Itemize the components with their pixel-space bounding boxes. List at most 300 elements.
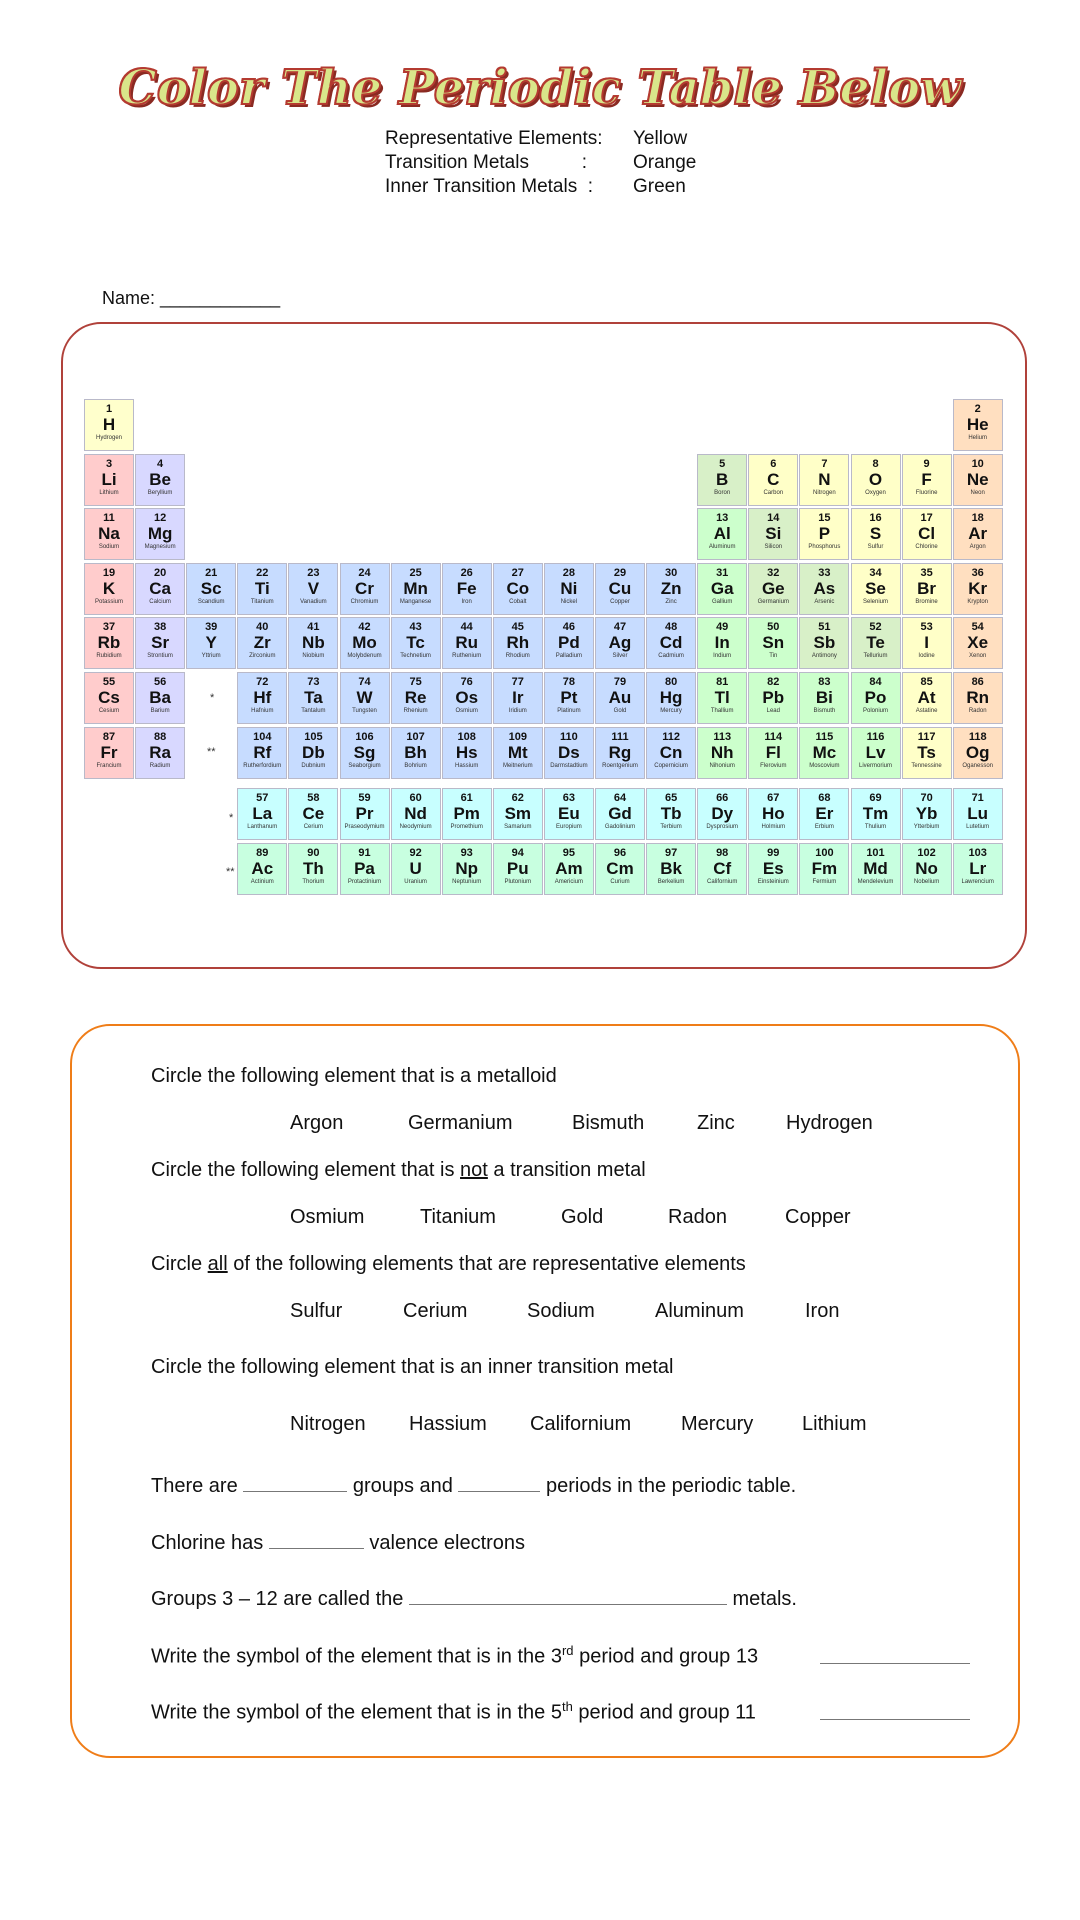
atomic-number: 92 xyxy=(409,846,422,859)
element-symbol: Cm xyxy=(606,858,634,878)
question-text: metals. xyxy=(726,1588,797,1610)
legend-value: Yellow xyxy=(633,128,688,149)
atomic-number: 90 xyxy=(307,846,320,859)
element-name: Erbium xyxy=(814,824,834,830)
element-symbol: Mo xyxy=(352,633,377,653)
element-symbol: Nh xyxy=(710,742,734,762)
element-name: Fermium xyxy=(812,878,837,885)
option-copper[interactable]: Copper xyxy=(785,1206,851,1228)
element-cell-gadolinium[interactable] xyxy=(595,788,645,840)
element-cell-krypton[interactable] xyxy=(953,563,1003,615)
question-chlorine-valence xyxy=(151,1531,525,1555)
option-mercury[interactable]: Mercury xyxy=(681,1413,754,1435)
answer-line-period3[interactable] xyxy=(820,1663,970,1664)
element-cell-holmium[interactable] xyxy=(748,788,798,840)
element-cell-arsenic[interactable] xyxy=(799,563,849,615)
element-cell-thulium[interactable] xyxy=(851,788,901,840)
atomic-number: 25 xyxy=(409,566,422,579)
element-cell-calcium[interactable] xyxy=(135,563,185,615)
element-cell-neodymium[interactable] xyxy=(391,788,441,840)
atomic-number: 74 xyxy=(358,676,371,688)
atomic-number: 43 xyxy=(409,621,422,634)
element-cell-berkelium[interactable] xyxy=(646,843,696,895)
atomic-number: 112 xyxy=(662,730,680,743)
element-cell-tin[interactable] xyxy=(748,617,798,669)
element-symbol: Sr xyxy=(151,633,170,653)
element-cell-meitnerium[interactable] xyxy=(493,727,543,779)
question-text: Write the symbol of the element that is in the 5 xyxy=(151,1701,562,1724)
element-cell-yttrium[interactable] xyxy=(186,617,236,669)
element-cell-boron[interactable] xyxy=(697,454,747,506)
atomic-number: 36 xyxy=(971,566,984,579)
element-cell-hydrogen[interactable] xyxy=(84,399,134,451)
atomic-number: 16 xyxy=(869,512,882,525)
element-symbol: Zr xyxy=(253,633,271,653)
question-text: Circle the following element that is xyxy=(151,1159,461,1181)
element-cell-dysprosium[interactable] xyxy=(697,788,747,840)
option-germanium[interactable]: Germanium xyxy=(408,1112,513,1134)
atomic-number: 114 xyxy=(764,730,783,743)
element-cell-ruthenium[interactable] xyxy=(442,617,492,669)
element-cell-indium[interactable] xyxy=(697,617,747,669)
element-cell-dubnium[interactable] xyxy=(288,727,338,779)
element-cell-americium[interactable] xyxy=(544,843,594,895)
element-name: Thallium xyxy=(710,708,734,714)
element-cell-polonium[interactable] xyxy=(851,672,901,724)
element-name: Zirconium xyxy=(249,653,276,660)
answer-line-period5[interactable] xyxy=(820,1719,970,1720)
element-symbol: Fl xyxy=(765,742,781,762)
element-name: Radon xyxy=(968,708,987,714)
element-cell-fermium[interactable] xyxy=(799,843,849,895)
element-symbol: W xyxy=(356,688,373,707)
element-cell-tantalum[interactable] xyxy=(288,672,338,724)
element-cell-iodine[interactable] xyxy=(902,617,952,669)
atomic-number: 49 xyxy=(716,621,729,634)
element-cell-lutetium[interactable] xyxy=(953,788,1003,840)
element-cell-lanthanum[interactable] xyxy=(237,788,287,840)
element-symbol: Pd xyxy=(558,633,580,653)
element-name: Carbon xyxy=(763,489,784,496)
element-cell-rhenium[interactable] xyxy=(391,672,441,724)
element-cell-gold[interactable] xyxy=(595,672,645,724)
element-cell-rutherfordium[interactable] xyxy=(237,727,287,779)
question-metalloid: Circle the following element that is a metalloid xyxy=(151,1065,557,1087)
element-cell-copper[interactable] xyxy=(595,563,645,615)
element-cell-cobalt[interactable] xyxy=(493,563,543,615)
element-name: Lithium xyxy=(99,489,119,496)
element-cell-beryllium[interactable] xyxy=(135,454,185,506)
element-symbol: Bh xyxy=(404,742,427,762)
element-name: Aluminum xyxy=(708,544,736,551)
element-cell-bohrium[interactable] xyxy=(391,727,441,779)
element-symbol: Cf xyxy=(713,858,732,878)
option-cerium[interactable]: Cerium xyxy=(403,1300,468,1322)
element-cell-titanium[interactable] xyxy=(237,563,287,615)
element-name: Flerovium xyxy=(760,762,787,769)
element-cell-manganese[interactable] xyxy=(391,563,441,615)
element-symbol: Md xyxy=(863,858,888,878)
atomic-number: 101 xyxy=(866,846,885,859)
element-cell-platinum[interactable] xyxy=(544,672,594,724)
element-name: Iodine xyxy=(918,653,935,660)
element-name: Helium xyxy=(968,435,988,441)
atomic-number: 76 xyxy=(460,676,473,688)
option-lithium[interactable]: Lithium xyxy=(802,1413,867,1435)
element-cell-potassium[interactable] xyxy=(84,563,134,615)
element-symbol: Ts xyxy=(917,742,936,762)
element-cell-neon[interactable] xyxy=(953,454,1003,506)
element-name: Nitrogen xyxy=(813,489,836,496)
option-nitrogen[interactable]: Nitrogen xyxy=(290,1413,366,1435)
question-text: Write the symbol of the element that is in the 3 xyxy=(151,1645,562,1668)
atomic-number: 38 xyxy=(153,621,167,634)
atomic-number: 108 xyxy=(457,730,476,743)
element-cell-thorium[interactable] xyxy=(288,843,338,895)
element-symbol: Pm xyxy=(453,804,480,823)
element-cell-moscovium[interactable] xyxy=(799,727,849,779)
element-name: Curium xyxy=(610,878,630,885)
legend-key: Inner Transition Metals : xyxy=(385,176,594,197)
atomic-number: 21 xyxy=(205,566,218,579)
element-name: Mercury xyxy=(660,708,682,714)
option-hydrogen[interactable]: Hydrogen xyxy=(786,1112,873,1134)
element-cell-seaborgium[interactable] xyxy=(340,727,390,779)
element-cell-antimony[interactable] xyxy=(799,617,849,669)
question-period5-group11 xyxy=(151,1699,756,1725)
element-cell-osmium[interactable] xyxy=(442,672,492,724)
element-name: Boron xyxy=(714,489,731,496)
element-cell-actinium[interactable] xyxy=(237,843,287,895)
option-zinc[interactable]: Zinc xyxy=(697,1112,735,1134)
element-symbol: Ga xyxy=(710,578,734,598)
element-cell-erbium[interactable] xyxy=(799,788,849,840)
element-cell-nihonium[interactable] xyxy=(697,727,747,779)
element-cell-europium[interactable] xyxy=(544,788,594,840)
element-name: Platinum xyxy=(557,708,581,714)
element-cell-hassium[interactable] xyxy=(442,727,492,779)
periods-blank[interactable] xyxy=(458,1474,540,1492)
atomic-number: 118 xyxy=(968,730,987,743)
option-californium[interactable]: Californium xyxy=(530,1413,632,1435)
element-cell-silicon[interactable] xyxy=(748,508,798,560)
element-name: Iron xyxy=(461,598,472,605)
element-cell-lawrencium[interactable] xyxy=(953,843,1003,895)
element-symbol: Au xyxy=(608,688,632,707)
element-cell-plutonium[interactable] xyxy=(493,843,543,895)
element-cell-sodium[interactable] xyxy=(84,508,134,560)
element-name: Livermorium xyxy=(858,762,892,769)
element-cell-helium[interactable] xyxy=(953,399,1003,451)
atomic-number: 60 xyxy=(409,792,422,804)
element-symbol: Rg xyxy=(608,742,632,762)
element-cell-nitrogen[interactable] xyxy=(799,454,849,506)
element-name: Chromium xyxy=(350,598,379,605)
element-cell-chromium[interactable] xyxy=(340,563,390,615)
element-cell-silver[interactable] xyxy=(595,617,645,669)
element-cell-aluminum[interactable] xyxy=(697,508,747,560)
option-sulfur[interactable]: Sulfur xyxy=(290,1300,343,1322)
atomic-number: 73 xyxy=(307,676,320,688)
element-name: Iridium xyxy=(508,708,527,714)
element-symbol: Se xyxy=(865,578,886,598)
element-symbol: Sg xyxy=(353,742,376,762)
atomic-number: 104 xyxy=(253,730,272,743)
atomic-number: 8 xyxy=(872,457,879,470)
question-not-transition xyxy=(151,1159,646,1182)
element-cell-molybdenum[interactable] xyxy=(340,617,390,669)
option-titanium[interactable]: Titanium xyxy=(420,1206,496,1228)
question-text: a transition metal xyxy=(487,1159,646,1181)
atomic-number: 99 xyxy=(767,846,780,859)
option-argon[interactable]: Argon xyxy=(290,1112,344,1134)
element-symbol: Eu xyxy=(558,804,580,823)
element-symbol: Tm xyxy=(862,804,889,823)
lanthanide-marker: * xyxy=(210,692,215,704)
element-name: Arsenic xyxy=(814,598,835,605)
element-symbol: Li xyxy=(101,469,117,489)
legend-key: Representative Elements: xyxy=(385,128,603,149)
element-cell-bromine[interactable] xyxy=(902,563,952,615)
element-symbol: No xyxy=(915,858,938,878)
element-cell-germanium[interactable] xyxy=(748,563,798,615)
element-name: Osmium xyxy=(455,708,478,714)
element-symbol: Ca xyxy=(149,578,171,598)
element-cell-carbon[interactable] xyxy=(748,454,798,506)
element-cell-protactinium[interactable] xyxy=(340,843,390,895)
element-cell-iridium[interactable] xyxy=(493,672,543,724)
element-cell-magnesium[interactable] xyxy=(135,508,185,560)
atomic-number: 18 xyxy=(971,512,984,525)
element-cell-nickel[interactable] xyxy=(544,563,594,615)
element-cell-gallium[interactable] xyxy=(697,563,747,615)
element-symbol: Sm xyxy=(504,804,532,823)
element-name: Calcium xyxy=(149,598,171,605)
element-symbol: Co xyxy=(506,578,530,598)
element-cell-copernicium[interactable] xyxy=(646,727,696,779)
valence-blank[interactable] xyxy=(269,1531,364,1549)
element-name: Sulfur xyxy=(867,544,884,551)
worksheet-title: Color The Periodic Table Below xyxy=(118,60,962,116)
atomic-number: 84 xyxy=(869,676,882,688)
element-name: Neon xyxy=(970,489,985,496)
element-cell-barium[interactable] xyxy=(135,672,185,724)
element-name: Zinc xyxy=(665,598,677,605)
element-cell-zirconium[interactable] xyxy=(237,617,287,669)
element-symbol: Tc xyxy=(406,633,425,653)
element-symbol: Pu xyxy=(506,858,529,878)
atomic-number: 110 xyxy=(560,730,578,743)
atomic-number: 100 xyxy=(815,846,834,859)
element-name: Germanium xyxy=(757,598,789,605)
element-cell-terbium[interactable] xyxy=(646,788,696,840)
element-cell-darmstadtium[interactable] xyxy=(544,727,594,779)
atomic-number: 113 xyxy=(713,730,732,743)
actinide-marker: ** xyxy=(207,746,216,758)
element-symbol: Pr xyxy=(355,804,374,823)
element-name: Californium xyxy=(707,878,738,885)
element-cell-argon[interactable] xyxy=(953,508,1003,560)
element-name: Neodymium xyxy=(399,824,432,830)
element-cell-tennessine[interactable] xyxy=(902,727,952,779)
option-radon[interactable]: Radon xyxy=(668,1206,727,1228)
name-field[interactable]: Name: ____________ xyxy=(102,288,281,308)
element-cell-strontium[interactable] xyxy=(135,617,185,669)
element-name: Copernicium xyxy=(654,762,688,769)
metals-blank[interactable] xyxy=(409,1587,727,1605)
element-name: Titanium xyxy=(250,598,274,605)
element-cell-selenium[interactable] xyxy=(851,563,901,615)
element-name: Lawrencium xyxy=(961,878,994,885)
element-symbol: I xyxy=(924,633,929,653)
option-iron[interactable]: Iron xyxy=(805,1300,840,1322)
element-symbol: Nd xyxy=(404,804,427,823)
element-symbol: La xyxy=(252,804,273,823)
atomic-number: 40 xyxy=(256,621,269,634)
element-name: Tennessine xyxy=(911,762,942,769)
element-cell-lead[interactable] xyxy=(748,672,798,724)
element-cell-mercury[interactable] xyxy=(646,672,696,724)
element-cell-oganesson[interactable] xyxy=(953,727,1003,779)
element-name: Cobalt xyxy=(509,598,527,605)
element-cell-rubidium[interactable] xyxy=(84,617,134,669)
element-name: Hydrogen xyxy=(95,435,122,441)
element-cell-samarium[interactable] xyxy=(493,788,543,840)
element-cell-sulfur[interactable] xyxy=(851,508,901,560)
element-name: Rhenium xyxy=(403,708,428,714)
atomic-number: 35 xyxy=(920,566,933,579)
element-cell-palladium[interactable] xyxy=(544,617,594,669)
atomic-number: 37 xyxy=(102,621,116,634)
element-cell-bismuth[interactable] xyxy=(799,672,849,724)
groups-blank[interactable] xyxy=(243,1474,347,1492)
element-name: Vanadium xyxy=(300,598,327,605)
element-name: Neptunium xyxy=(452,878,482,885)
element-cell-curium[interactable] xyxy=(595,843,645,895)
question-text: groups and xyxy=(347,1475,459,1497)
element-cell-thallium[interactable] xyxy=(697,672,747,724)
atomic-number: 30 xyxy=(664,566,678,579)
element-cell-ytterbium[interactable] xyxy=(902,788,952,840)
option-sodium[interactable]: Sodium xyxy=(527,1300,595,1322)
element-name: Bromine xyxy=(915,598,938,605)
element-cell-livermorium[interactable] xyxy=(851,727,901,779)
element-name: Antimony xyxy=(811,653,837,660)
element-name: Actinium xyxy=(250,878,274,885)
ordinal-suffix: rd xyxy=(561,1643,574,1658)
option-bismuth[interactable]: Bismuth xyxy=(572,1112,645,1134)
element-cell-mendelevium[interactable] xyxy=(851,843,901,895)
element-name: Silicon xyxy=(764,544,783,551)
element-cell-roentgenium[interactable] xyxy=(595,727,645,779)
element-symbol: Am xyxy=(555,858,583,878)
element-symbol: Po xyxy=(864,688,887,707)
element-symbol: Fm xyxy=(811,858,838,878)
atomic-number: 15 xyxy=(818,512,831,525)
element-cell-astatine[interactable] xyxy=(902,672,952,724)
element-cell-cerium[interactable] xyxy=(288,788,338,840)
atomic-number: 61 xyxy=(460,792,473,804)
element-cell-phosphorus[interactable] xyxy=(799,508,849,560)
element-cell-xenon[interactable] xyxy=(953,617,1003,669)
element-cell-radon[interactable] xyxy=(953,672,1003,724)
question-text: valence electrons xyxy=(363,1532,526,1554)
element-symbol: Ru xyxy=(455,633,479,653)
element-symbol: P xyxy=(818,524,831,544)
atomic-number: 42 xyxy=(358,621,371,634)
atomic-number: 116 xyxy=(866,730,885,743)
element-name: Molybdenum xyxy=(347,653,382,660)
element-symbol: O xyxy=(868,469,883,489)
element-symbol: Y xyxy=(205,633,217,653)
option-hassium[interactable]: Hassium xyxy=(409,1413,487,1435)
element-cell-niobium[interactable] xyxy=(288,617,338,669)
element-cell-radium[interactable] xyxy=(135,727,185,779)
element-cell-francium[interactable] xyxy=(84,727,134,779)
element-cell-uranium[interactable] xyxy=(391,843,441,895)
element-symbol: He xyxy=(966,415,989,434)
element-symbol: Cr xyxy=(355,578,374,598)
element-cell-zinc[interactable] xyxy=(646,563,696,615)
element-cell-chlorine[interactable] xyxy=(902,508,952,560)
atomic-number: 5 xyxy=(719,457,726,470)
element-cell-rhodium[interactable] xyxy=(493,617,543,669)
element-symbol: Sb xyxy=(813,633,836,653)
element-cell-promethium[interactable] xyxy=(442,788,492,840)
atomic-number: 34 xyxy=(869,566,882,579)
atomic-number: 7 xyxy=(821,457,828,470)
atomic-number: 89 xyxy=(256,846,269,859)
element-cell-hafnium[interactable] xyxy=(237,672,287,724)
element-cell-nobelium[interactable] xyxy=(902,843,952,895)
element-name: Potassium xyxy=(94,598,123,605)
atomic-number: 12 xyxy=(153,512,167,525)
atomic-number: 96 xyxy=(613,846,627,859)
element-cell-iron[interactable] xyxy=(442,563,492,615)
element-cell-neptunium[interactable] xyxy=(442,843,492,895)
element-cell-einsteinium[interactable] xyxy=(748,843,798,895)
element-cell-oxygen[interactable] xyxy=(851,454,901,506)
element-cell-cesium[interactable] xyxy=(84,672,134,724)
element-cell-fluorine[interactable] xyxy=(902,454,952,506)
atomic-number: 82 xyxy=(767,676,780,688)
element-cell-tungsten[interactable] xyxy=(340,672,390,724)
element-symbol: Re xyxy=(404,688,427,707)
element-cell-praseodymium[interactable] xyxy=(340,788,390,840)
element-cell-lithium[interactable] xyxy=(84,454,134,506)
element-name: Technetium xyxy=(400,653,431,660)
element-cell-technetium[interactable] xyxy=(391,617,441,669)
element-symbol: Hg xyxy=(659,688,683,707)
element-cell-vanadium[interactable] xyxy=(288,563,338,615)
element-cell-cadmium[interactable] xyxy=(646,617,696,669)
option-aluminum[interactable]: Aluminum xyxy=(655,1300,744,1322)
element-cell-flerovium[interactable] xyxy=(748,727,798,779)
element-symbol: Ra xyxy=(149,742,171,762)
option-gold[interactable]: Gold xyxy=(561,1206,604,1228)
element-name: Tellurium xyxy=(863,653,888,660)
element-cell-tellurium[interactable] xyxy=(851,617,901,669)
element-symbol: H xyxy=(102,415,116,434)
element-cell-californium[interactable] xyxy=(697,843,747,895)
question-text: Circle xyxy=(151,1253,208,1275)
question-text: periods in the periodic table. xyxy=(540,1475,797,1497)
atomic-number: 71 xyxy=(971,792,984,804)
element-symbol: Bi xyxy=(815,688,833,707)
legend-value: Orange xyxy=(633,152,697,173)
option-osmium[interactable]: Osmium xyxy=(290,1206,365,1228)
element-cell-scandium[interactable] xyxy=(186,563,236,615)
